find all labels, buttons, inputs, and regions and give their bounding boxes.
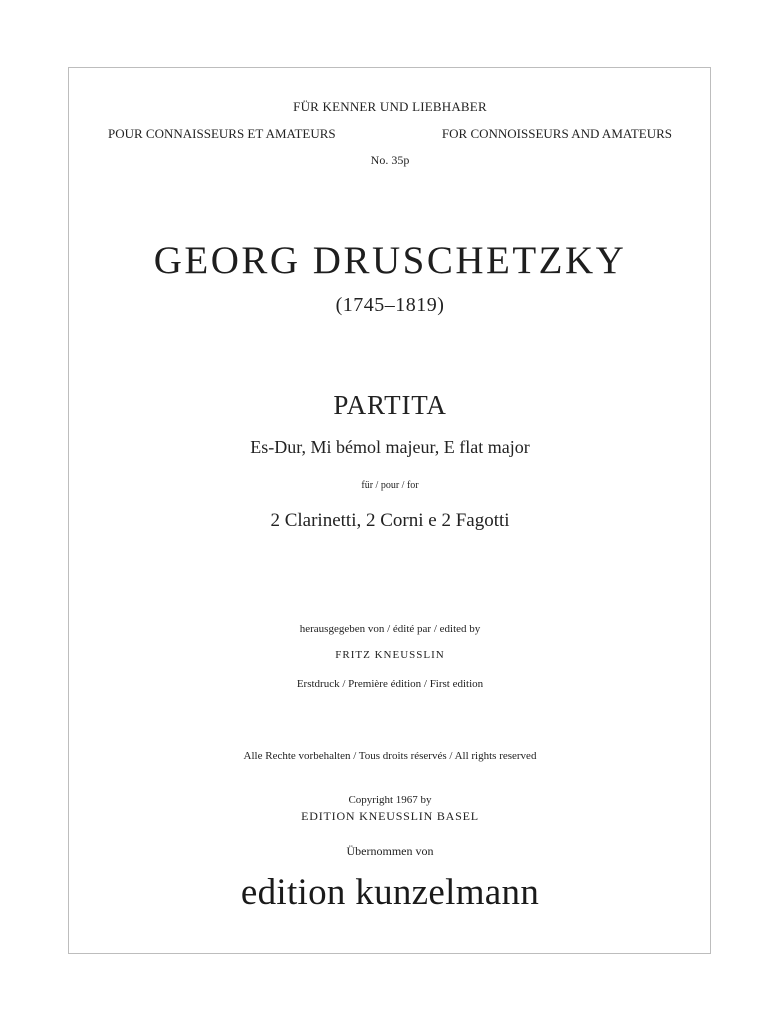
work-title: PARTITA — [333, 390, 447, 420]
for-label: für / pour / for — [361, 480, 419, 491]
work-key: Es-Dur, Mi bémol majeur, E flat major — [250, 437, 530, 457]
taken-over-label: Übernommen von — [346, 844, 434, 858]
edition-note: Erstdruck / Première édition / First edition — [296, 678, 484, 690]
series-title-german: FÜR KENNER UND LIEBHABER — [293, 99, 487, 114]
series-title-french: POUR CONNAISSEURS ET AMATEURS — [108, 126, 336, 141]
edited-by-label: herausgegeben von / édité par / edited by — [299, 623, 481, 635]
rights-notice: Alle Rechte vorbehalten / Tous droits réservés / All rights reserved — [243, 750, 537, 762]
composer-name: GEORG DRUSCHETZKY — [153, 239, 627, 282]
original-publisher: EDITION KNEUSSLIN BASEL — [301, 809, 479, 823]
instrumentation: 2 Clarinetti, 2 Corni e 2 Fagotti — [270, 510, 510, 531]
series-title-english: FOR CONNOISSEURS AND AMATEURS — [441, 126, 672, 141]
editor-name: FRITZ KNEUSSLIN — [335, 649, 445, 661]
composer-dates: (1745–1819) — [335, 294, 445, 316]
publisher-logo-text: edition kunzelmann — [240, 872, 540, 913]
series-number: No. 35p — [370, 153, 410, 167]
copyright-notice: Copyright 1967 by — [348, 794, 432, 806]
